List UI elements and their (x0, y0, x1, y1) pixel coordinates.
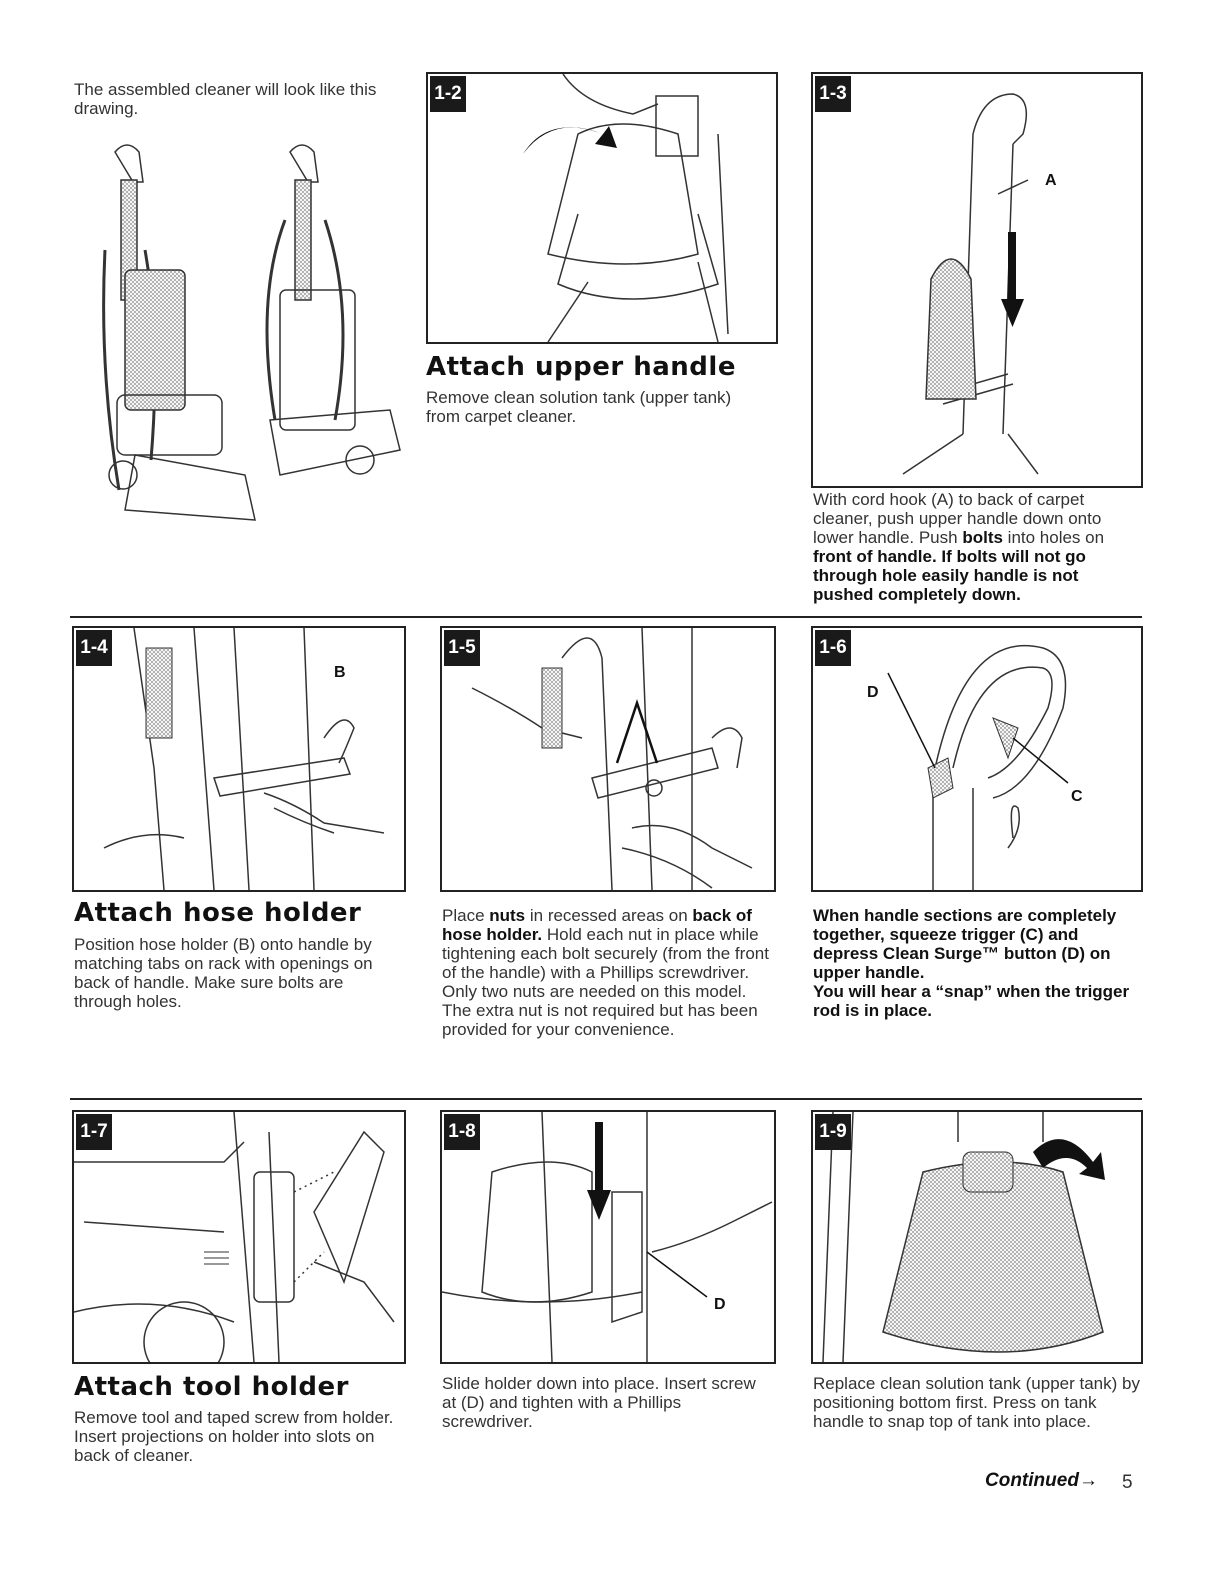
heading-attach-upper-handle: Attach upper handle (426, 352, 736, 382)
text-bold: nuts (489, 906, 526, 925)
text: Place (442, 906, 490, 925)
step-1-4-illustration (72, 626, 406, 892)
slide-holder-drawing (442, 1112, 774, 1362)
continued-label (985, 1470, 1098, 1492)
callout-a: A (1045, 172, 1057, 189)
step-badge: 1-9 (815, 1114, 851, 1150)
step-1-9-text: Replace clean solution tank (upper tank) by positioning bottom first. Press on tank handle to snap top of tank into place. (813, 1374, 1140, 1431)
arrow-right-icon: → (1078, 1470, 1098, 1491)
step-1-8-illustration (440, 1110, 776, 1364)
callout-b: B (334, 664, 346, 681)
tool-holder-drawing (74, 1112, 404, 1362)
heading-attach-tool-holder: Attach tool holder (74, 1372, 349, 1402)
hose-holder-text: Position hose holder (B) onto handle by matching tabs on rack with openings on back of handle. Make sure bolts are through holes. (74, 935, 373, 1011)
intro-text: The assembled cleaner will look like this drawing. (74, 80, 377, 118)
callout-d: D (867, 684, 879, 701)
text: in recessed areas on (525, 906, 693, 925)
step-1-2-illustration (426, 72, 778, 344)
text: With cord hook (A) to back of carpet cleaner, push upper handle down onto lower handle. Push (813, 490, 1102, 547)
upper-handle-drawing (813, 74, 1141, 486)
step-1-8-text: Slide holder down into place. Insert screw at (D) and tighten with a Phillips screwdriver. (442, 1374, 756, 1431)
text-bold: bolts (962, 528, 1003, 547)
tool-holder-text: Remove tool and taped screw from holder. Insert projections on holder into slots on back of cleaner. (74, 1408, 394, 1465)
replace-tank-drawing (813, 1112, 1141, 1362)
step-1-5-text (442, 906, 772, 1039)
step-1-6-illustration (811, 626, 1143, 892)
text: Hold each nut in place while tightening each bolt securely (from the front of the handle) with a Phillips screwdriver. Only two nuts are needed on this model. The extra nut is not required but has been provided for your convenience. (442, 925, 769, 1039)
callout-d: D (714, 1296, 726, 1313)
step-1-7-illustration (72, 1110, 406, 1364)
step-badge: 1-4 (76, 630, 112, 666)
trigger-drawing (813, 628, 1141, 890)
step-badge: 1-5 (444, 630, 480, 666)
step-1-3-illustration (811, 72, 1143, 488)
divider (70, 616, 1142, 618)
step-1-3-text (813, 490, 1143, 604)
step-1-5-illustration (440, 626, 776, 892)
upper-handle-text: Remove clean solution tank (upper tank) from carpet cleaner. (426, 388, 732, 426)
step-badge: 1-2 (430, 76, 466, 112)
step-1-6-text (813, 906, 1145, 1020)
text-bold: back of hose holder. (442, 906, 752, 944)
step-badge: 1-3 (815, 76, 851, 112)
hose-holder-drawing (74, 628, 404, 890)
divider (70, 1098, 1142, 1100)
nuts-drawing (442, 628, 774, 890)
text-bold: front of handle. If bolts will not go through hole easily handle is not pushed completely down. (813, 547, 1086, 604)
continued-text: Continued (985, 1470, 1079, 1491)
text-line: When handle sections are completely together, squeeze trigger (C) and depress Clean Surge™ button (D) on upper handle. (813, 906, 1117, 982)
remove-tank-drawing (428, 74, 776, 342)
step-1-9-illustration (811, 1110, 1143, 1364)
assembled-cleaner-drawing (95, 140, 405, 535)
text-line: You will hear a “snap” when the trigger rod is in place. (813, 982, 1130, 1020)
page-number: 5 (1122, 1472, 1133, 1493)
step-badge: 1-7 (76, 1114, 112, 1150)
callout-c: C (1071, 788, 1083, 805)
text: into holes on (1002, 528, 1105, 547)
step-badge: 1-6 (815, 630, 851, 666)
heading-attach-hose-holder: Attach hose holder (74, 898, 362, 928)
step-badge: 1-8 (444, 1114, 480, 1150)
